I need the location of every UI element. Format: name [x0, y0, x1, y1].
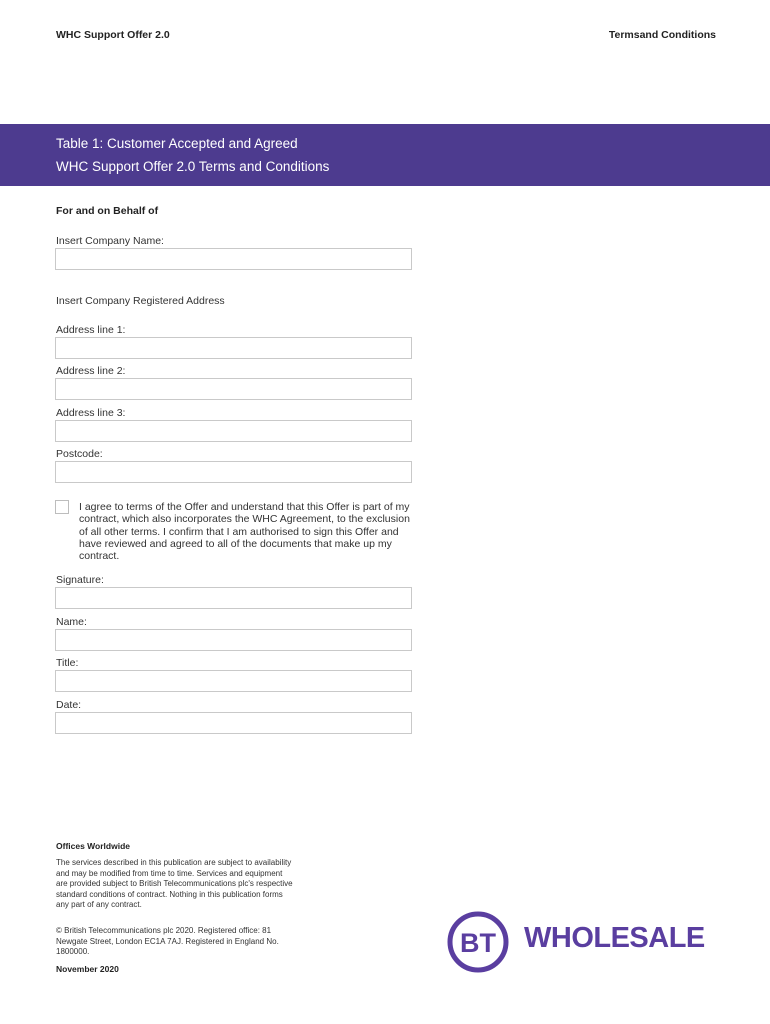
title-field[interactable]	[55, 670, 412, 692]
name-field[interactable]	[55, 629, 412, 651]
logo-monogram: BT	[460, 928, 496, 958]
document-header-section: Termsand Conditions	[608, 29, 716, 41]
banner-title: Table 1: Customer Accepted and Agreed	[56, 136, 298, 151]
company-name-field[interactable]	[55, 248, 412, 270]
logo-wordmark: WHOLESALE	[524, 922, 705, 954]
address-line-3-field[interactable]	[55, 420, 412, 442]
address-line-2-field[interactable]	[55, 378, 412, 400]
signature-field[interactable]	[55, 587, 412, 609]
date-label: Date:	[56, 699, 82, 711]
date-field[interactable]	[55, 712, 412, 734]
name-label: Name:	[56, 616, 87, 628]
postcode-label: Postcode:	[56, 448, 103, 460]
company-name-label: Insert Company Name:	[56, 235, 164, 247]
footer-title: Offices Worldwide	[56, 841, 130, 851]
footer-registration: © British Telecommunications plc 2020. Registered office: 81 Newgate Street, London EC1A 7AJ. Registered in England No. 1800000.	[56, 926, 279, 956]
signature-label: Signature:	[56, 574, 104, 586]
address-line-1-label: Address line 1:	[56, 324, 126, 336]
footer-date: November 2020	[56, 964, 119, 974]
address-line-3-label: Address line 3:	[56, 407, 126, 419]
document-header-title: WHC Support Offer 2.0	[56, 29, 170, 41]
footer-disclaimer: The services described in this publication are subject to availability and may be modified from time to time. Services and equipment are provided subject to British Telecommunications plc's respective standard conditions of contract. Nothing in this publication forms any part of any contract.	[56, 858, 293, 909]
banner-subtitle: WHC Support Offer 2.0 Terms and Conditions	[56, 159, 330, 174]
title-label: Title:	[56, 657, 79, 669]
address-heading: Insert Company Registered Address	[56, 295, 225, 307]
postcode-field[interactable]	[55, 461, 412, 483]
title-banner	[0, 124, 770, 186]
address-line-2-label: Address line 2:	[56, 365, 126, 377]
agree-checkbox[interactable]	[55, 500, 69, 514]
behalf-label: For and on Behalf of	[56, 205, 159, 217]
address-line-1-field[interactable]	[55, 337, 412, 359]
agree-text: I agree to terms of the Offer and understand that this Offer is part of my contract, which also incorporates the WHC Agreement, to the exclusion of all other terms. I confirm that I am authorised to sign this Offer and have reviewed and agreed to all of the documents that make up my contract.	[79, 501, 410, 563]
